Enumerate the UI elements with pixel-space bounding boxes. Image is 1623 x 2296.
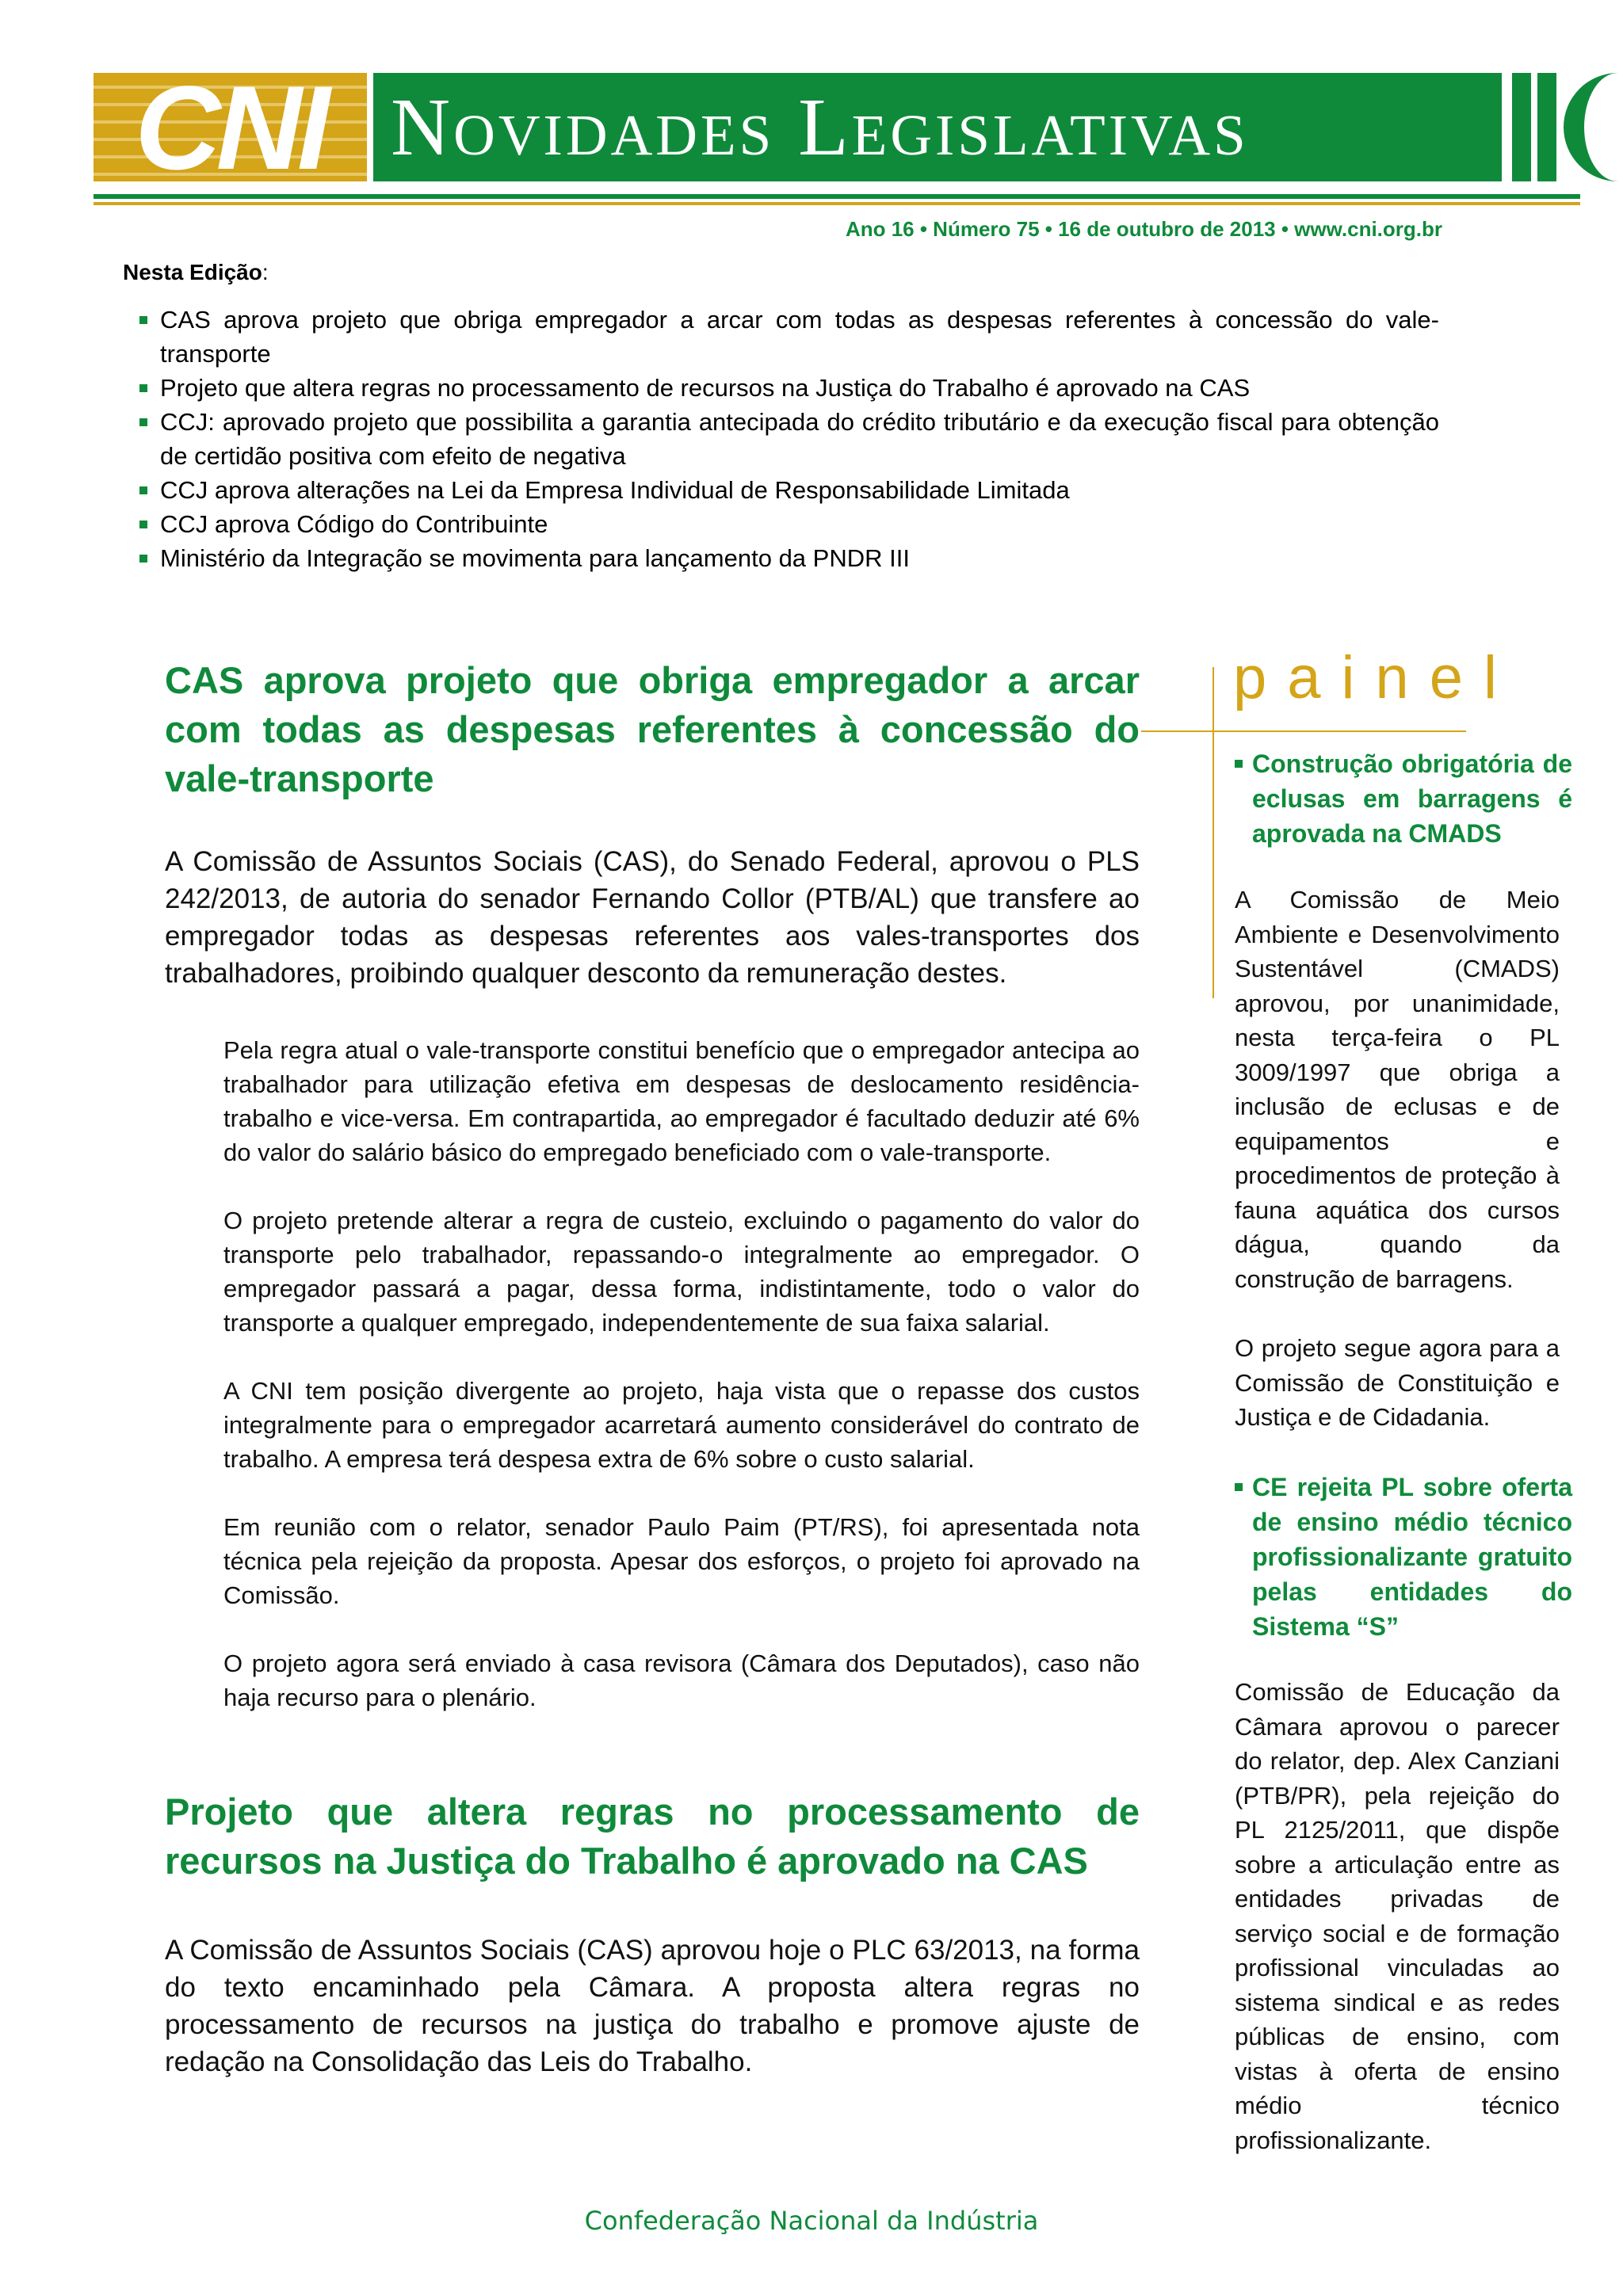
masthead-bar-2 <box>1537 73 1556 181</box>
toc-item-text: Projeto que altera regras no processamento de recursos na Justiça do Trabalho é aprovado na CAS <box>160 374 1251 402</box>
footer: Confederação Nacional da Indústria <box>584 2206 1039 2236</box>
toc-heading-label: Nesta Edição <box>123 260 262 284</box>
masthead <box>94 73 1582 192</box>
bullet-icon <box>1235 1483 1243 1491</box>
article1-paragraph: A CNI tem posição divergente ao projeto, haja vista que o repasse dos custos integralmente para o empregador acarretará aumento considerável do contrato de trabalho. A empresa terá despesa extra de 6% sobre o custo salarial. <box>223 1377 1140 1473</box>
painel-vertical-rule <box>1212 667 1214 998</box>
painel-horizontal-rule <box>1141 730 1466 732</box>
article1-paragraph: Em reunião com o relator, senador Paulo Paim (PT/RS), foi apresentada nota técnica pela rejeição da proposta. Apesar dos esforços, o projeto foi aprovado na Comissão. <box>223 1513 1140 1609</box>
article1-paragraph: O projeto pretende alterar a regra de custeio, excluindo o pagamento do valor do transporte pelo trabalhador, repassando-o integralmente ao empregador. O empregador passará a pagar, dessa forma, indistintamente, todo o valor do transporte a qualquer empregado, independentemente de sua faixa salarial. <box>223 1207 1140 1337</box>
painel-item1-body2: O projeto segue agora para a Comissão de Constituição e Justiça e de Cidadania. <box>1235 1334 1560 1431</box>
painel-item2-headline-text: CE rejeita PL sobre oferta de ensino médio técnico profissionalizante gratuito pelas entidades do Sistema “S” <box>1252 1473 1572 1641</box>
bullet-icon <box>139 486 147 494</box>
toc-item[interactable] <box>139 303 1439 371</box>
painel-item1-body: A Comissão de Meio Ambiente e Desenvolvimento Sustentável (CMADS) aprovou, por unanimidade, nesta terça-feira o PL 3009/1997 que obriga a inclusão de eclusas e de equipamentos e procedimentos de proteção à fauna aquática dos cursos dágua, quando da construção de barragens. <box>1235 886 1560 1293</box>
painel-item2-headline <box>1235 1470 1572 1644</box>
bullet-icon <box>1235 760 1243 768</box>
toc-item-text: CAS aprova projeto que obriga empregador a arcar com todas as despesas referentes à concessão do vale-transporte <box>160 306 1439 368</box>
toc-item-text: CCJ aprova alterações na Lei da Empresa Individual de Responsabilidade Limitada <box>160 476 1070 504</box>
article2-lead: A Comissão de Assuntos Sociais (CAS) aprovou hoje o PLC 63/2013, na forma do texto encaminhado pela Câmara. A proposta altera regras no processamento de recursos na justiça do trabalho e promove ajuste de redação na Consolidação das Leis do Trabalho. <box>165 1935 1140 2077</box>
bullet-icon <box>139 316 147 324</box>
cni-logo-block <box>94 73 367 181</box>
painel-item1-headline-text: Construção obrigatória de eclusas em barragens é aprovada na CMADS <box>1252 749 1572 848</box>
issue-info: Ano 16 • Número 75 • 16 de outubro de 2013 • www.cni.org.br <box>845 217 1442 241</box>
title-banner <box>373 73 1502 181</box>
article1-paragraph: Pela regra atual o vale-transporte constitui benefício que o empregador antecipa ao trabalhador para utilização efetiva em despesas de deslocamento residência-trabalho e vice-versa. Em contrapartida, ao empregador é facultado deduzir até 6% do valor do salário básico do empregado beneficiado com o vale-transporte. <box>223 1036 1140 1166</box>
toc-item-text: CCJ: aprovado projeto que possibilita a garantia antecipada do crédito tributário e da execução fiscal para obtenção de certidão positiva com efeito de negativa <box>160 408 1439 470</box>
toc-item[interactable] <box>139 371 1439 405</box>
toc-item-text: Ministério da Integração se movimenta para lançamento da PNDR III <box>160 544 910 572</box>
toc-heading-suffix: : <box>262 260 269 284</box>
masthead-rule-gold <box>94 202 1580 205</box>
article1-lead: A Comissão de Assuntos Sociais (CAS), do Senado Federal, aprovou o PLS 242/2013, de autoria do senador Fernando Collor (PTB/AL) que transfere ao empregador todas as despesas referentes aos vales-transportes dos trabalhadores, proibindo qualquer desconto da remuneração destes. <box>165 846 1140 989</box>
painel-label: painel <box>1233 644 1518 711</box>
toc-item[interactable] <box>139 507 1439 541</box>
article2-title: Projeto que altera regras no processamento de recursos na Justiça do Trabalho é aprovado na CAS <box>165 1791 1140 1882</box>
toc-list <box>139 303 1439 575</box>
bullet-icon <box>139 555 147 563</box>
bullet-icon <box>139 384 147 392</box>
toc-heading <box>123 260 269 285</box>
bullet-icon <box>139 418 147 426</box>
masthead-rule-green <box>94 194 1580 199</box>
article1-body <box>223 1033 1140 1749</box>
masthead-arc <box>1564 73 1623 181</box>
painel-item2-body: Comissão de Educação da Câmara aprovou o parecer do relator, dep. Alex Canziani (PTB/PR), pela rejeição do PL 2125/2011, que dispõe sobre a articulação entre as entidades privadas de serviço social e de formação profissional vinculadas ao sistema sindical e as redes públicas de ensino, com vistas à oferta de ensino médio técnico profissionalizante. <box>1235 1678 1560 2154</box>
cni-logo: CNI <box>135 73 326 181</box>
toc-item-text: CCJ aprova Código do Contribuinte <box>160 510 548 538</box>
toc-item[interactable] <box>139 405 1439 473</box>
toc-item[interactable] <box>139 473 1439 507</box>
toc-item[interactable] <box>139 541 1439 575</box>
painel-item1-headline <box>1235 746 1572 851</box>
newsletter-title: Novidades Legislativas <box>391 81 1249 173</box>
article1-paragraph: O projeto agora será enviado à casa revisora (Câmara dos Deputados), caso não haja recurso para o plenário. <box>223 1650 1140 1711</box>
bullet-icon <box>139 521 147 528</box>
article1-title: CAS aprova projeto que obriga empregador a arcar com todas as despesas referentes à concessão do vale-transporte <box>165 659 1140 799</box>
masthead-bar-1 <box>1512 73 1531 181</box>
